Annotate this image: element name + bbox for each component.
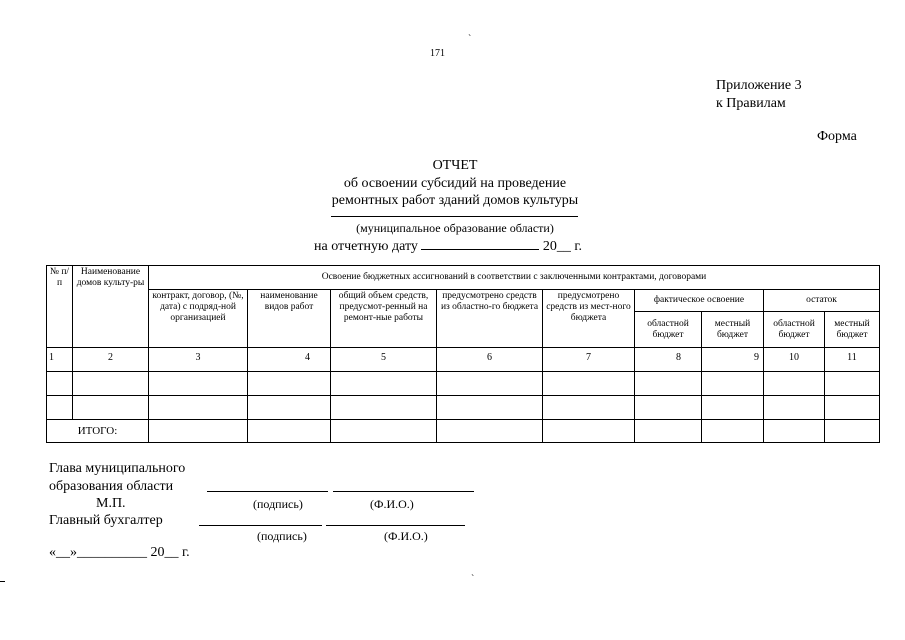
scan-mark: ` — [468, 34, 472, 45]
accountant-signature-line — [199, 525, 322, 526]
column-number: 2 — [73, 348, 149, 372]
appendix-note — [716, 77, 802, 113]
page-number: 171 — [430, 48, 445, 59]
column-number: 9 — [702, 348, 764, 372]
report-table — [46, 265, 880, 443]
head-name-line — [333, 491, 474, 492]
column-number: 10 — [764, 348, 825, 372]
report-title: ОТЧЕТ — [432, 158, 478, 173]
header-total-funds: общий объем средств, предусмот-ренный на ремонт-ные работы — [331, 290, 437, 348]
header-num: № п/п — [47, 266, 73, 348]
seal-label: М.П. — [96, 496, 126, 511]
header-local-funds: предусмотрено средств из мест-ного бюджета — [543, 290, 635, 348]
header-remainder-regional: областной бюджет — [764, 312, 825, 348]
column-number: 7 — [543, 348, 635, 372]
header-remainder: остаток — [764, 290, 880, 312]
report-date-line — [314, 238, 582, 255]
header-work-types: наименование видов работ — [248, 290, 331, 348]
header-name: Наименование домов культу-ры — [73, 266, 149, 348]
form-label: Форма — [817, 129, 857, 144]
table-row — [47, 372, 880, 396]
report-subtitle-2: ремонтных работ зданий домов культуры — [331, 193, 579, 208]
column-number: 6 — [437, 348, 543, 372]
header-regional-funds: предусмотрено средств из областно-го бюджета — [437, 290, 543, 348]
header-actual-regional: областной бюджет — [635, 312, 702, 348]
header-actual: фактическое освоение — [635, 290, 764, 312]
column-number: 8 — [635, 348, 702, 372]
scan-mark — [0, 581, 5, 582]
scan-mark: ` — [471, 574, 475, 585]
header-contract: контракт, договор, (№, дата) с подряд-ной организацией — [149, 290, 248, 348]
header-group: Освоение бюджетных ассигнований в соответствии с заключенными контрактами, договорами — [149, 266, 880, 290]
appendix-line-2: к Правилам — [716, 96, 786, 111]
accountant-signature-caption: (подпись) — [257, 529, 307, 543]
column-number: 11 — [825, 348, 880, 372]
municipality-caption: (муниципальное образование области) — [356, 221, 554, 235]
column-number: 1 — [47, 348, 73, 372]
column-number: 5 — [331, 348, 437, 372]
accountant-name-line — [326, 525, 465, 526]
header-actual-local: местный бюджет — [702, 312, 764, 348]
total-label: ИТОГО: — [47, 420, 149, 443]
report-date-blank — [421, 238, 539, 250]
column-number: 4 — [248, 348, 331, 372]
head-title-line-2: образования области — [49, 479, 174, 494]
municipality-blank-line — [331, 216, 578, 217]
report-date-year: 20__ г. — [542, 239, 583, 254]
accountant-label: Главный бухгалтер — [49, 513, 163, 528]
head-signature-line — [207, 491, 328, 492]
head-signature-caption: (подпись) — [253, 497, 303, 511]
head-title-line-1: Глава муниципального — [49, 461, 186, 476]
table-row — [47, 396, 880, 420]
header-remainder-local: местный бюджет — [825, 312, 880, 348]
report-subtitle-1: об освоении субсидий на проведение — [343, 176, 567, 191]
accountant-name-caption: (Ф.И.О.) — [384, 529, 428, 543]
total-row — [47, 420, 880, 443]
report-date-prefix: на отчетную дату — [314, 239, 418, 254]
column-number: 3 — [149, 348, 248, 372]
appendix-line-1: Приложение 3 — [716, 78, 802, 93]
signature-date: «__»__________ 20__ г. — [49, 545, 190, 560]
head-name-caption: (Ф.И.О.) — [370, 497, 414, 511]
